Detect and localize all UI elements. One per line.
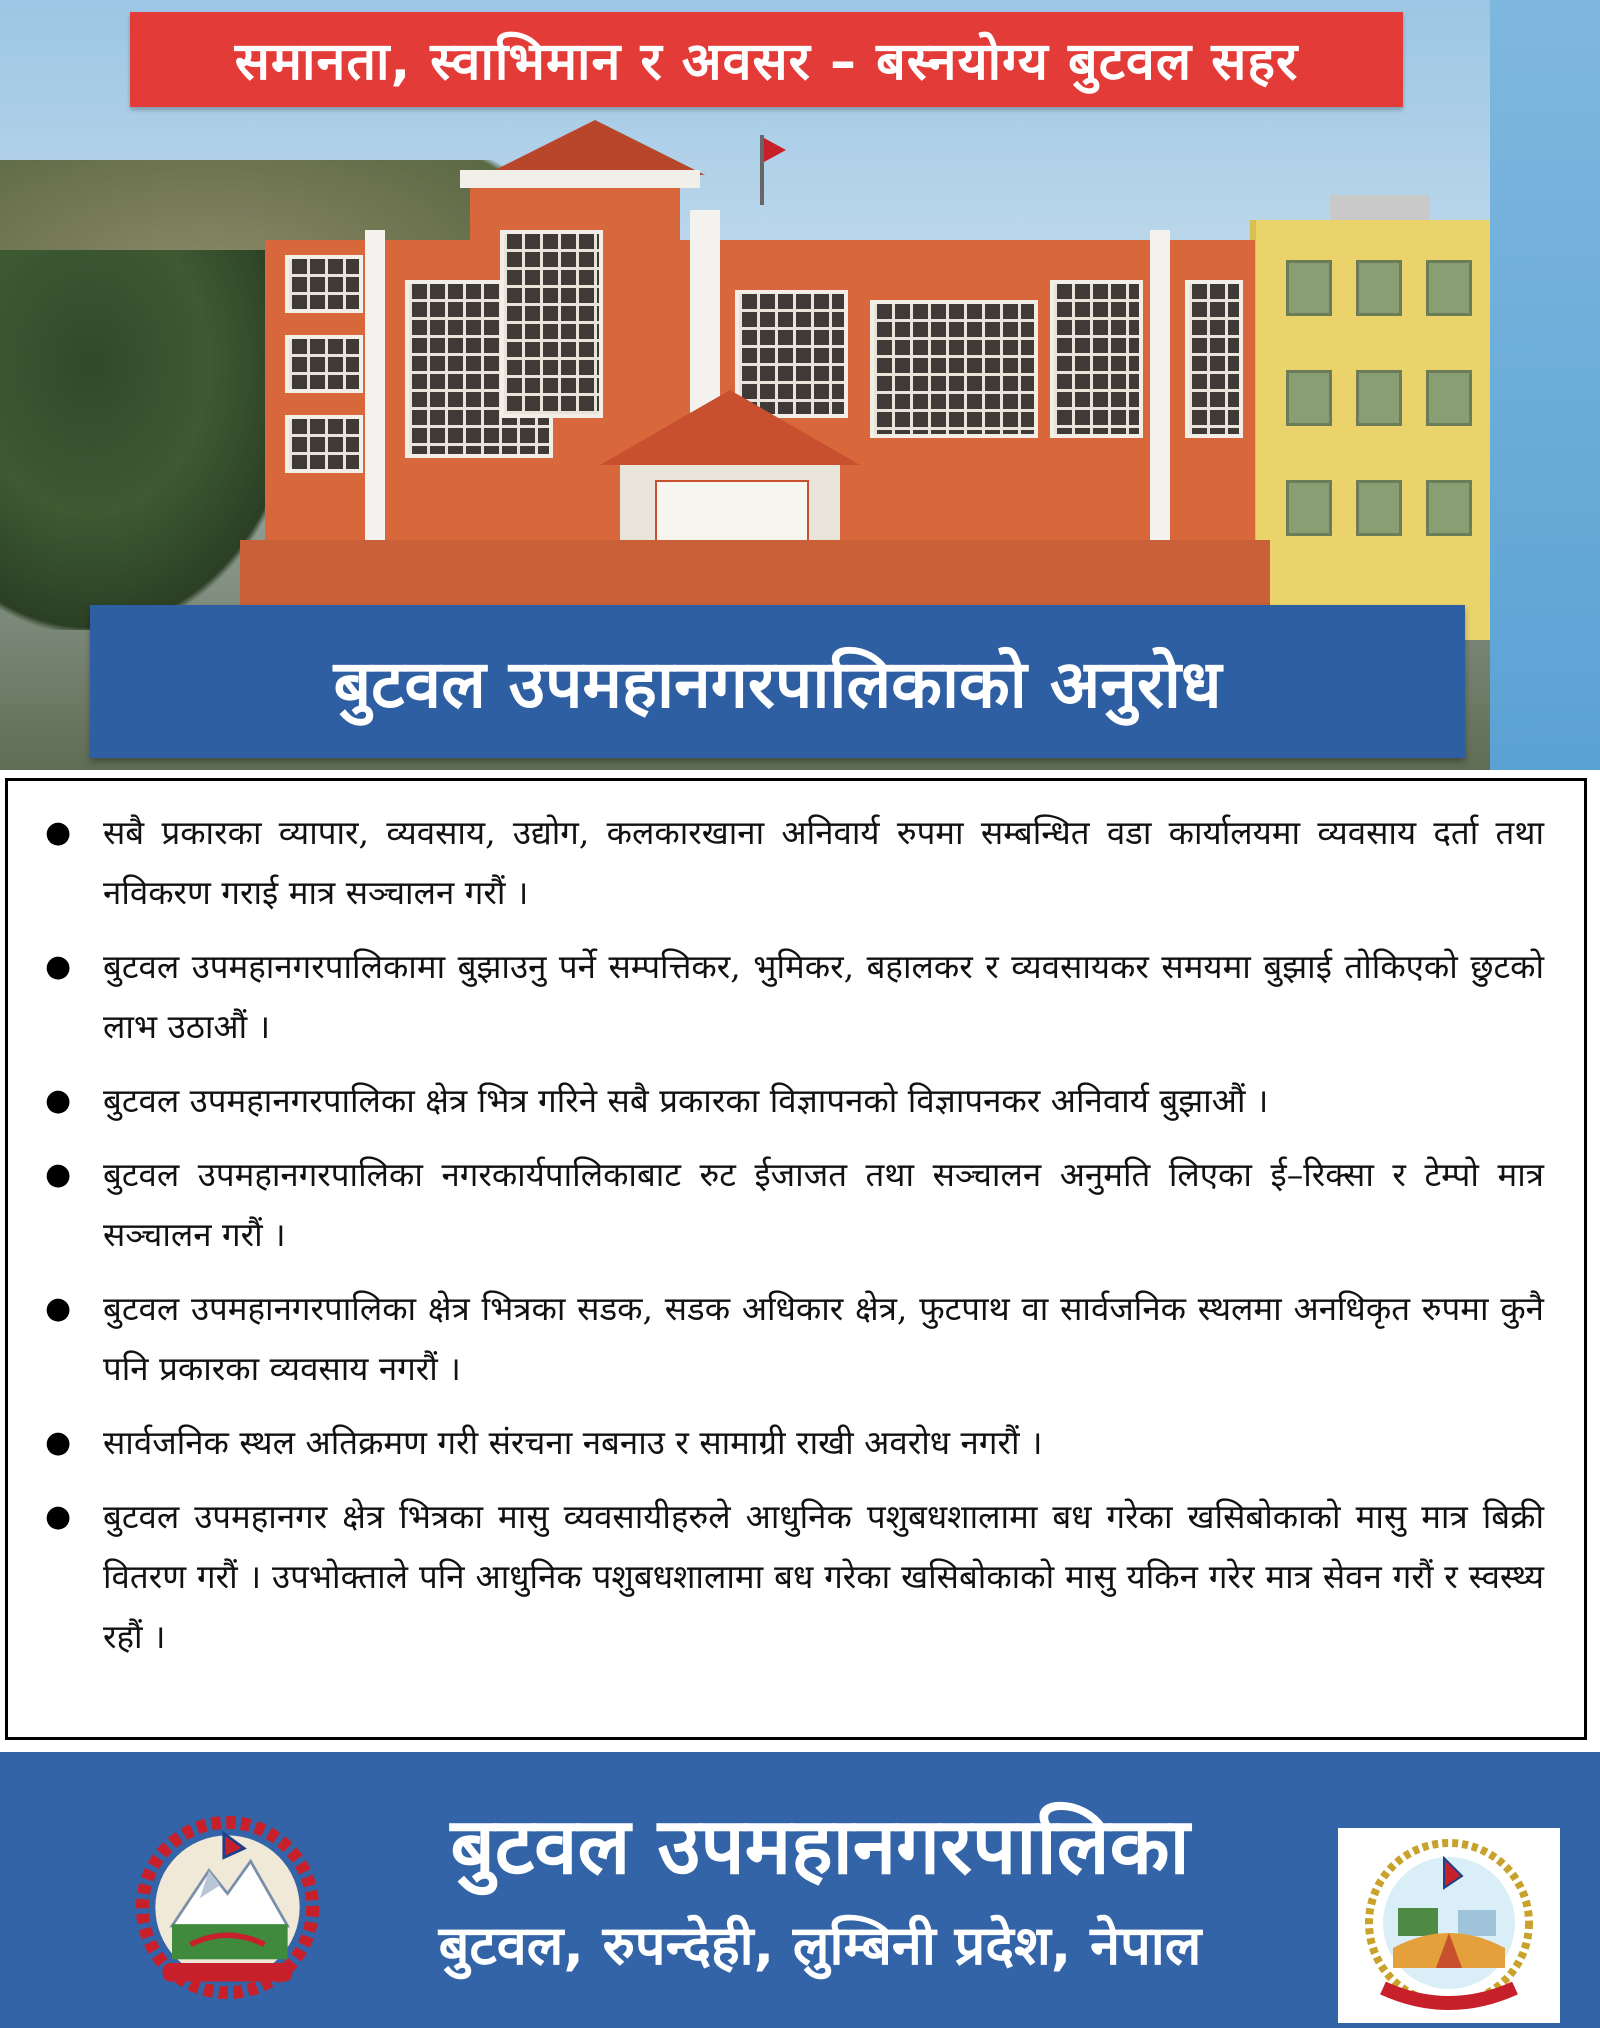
side-building-window <box>1426 260 1472 316</box>
flag-icon <box>764 138 786 162</box>
list-item-text: बुटवल उपमहानगरपालिका नगरकार्यपालिकाबाट रुट ईजाजत तथा सञ्चालन अनुमति लिएका ई–रिक्सा र टेम्पो मात्र सञ्चालन गरौं । <box>103 1155 1544 1254</box>
municipality-logo-icon <box>1338 1828 1560 2023</box>
side-building-window <box>1426 370 1472 426</box>
page-title: बुटवल उपमहानगरपालिकाको अनुरोध <box>333 645 1222 723</box>
building-signboard <box>655 480 809 544</box>
bullet-icon: ● <box>45 1499 72 1534</box>
list-item <box>45 1487 1544 1667</box>
notice-box <box>5 778 1587 1740</box>
side-strip <box>1490 0 1600 770</box>
building-window <box>1050 280 1143 438</box>
building-pillar <box>1150 230 1170 560</box>
bullet-icon: ● <box>45 949 72 984</box>
notice-list <box>45 803 1544 1667</box>
bullet-icon: ● <box>45 815 72 850</box>
building-window <box>870 300 1038 438</box>
building-ground-floor <box>240 540 1270 610</box>
side-building-window <box>1356 370 1402 426</box>
side-building-window <box>1286 480 1332 536</box>
side-building-window <box>1286 260 1332 316</box>
bullet-icon: ● <box>45 1291 72 1326</box>
list-item-text: सार्वजनिक स्थल अतिक्रमण गरी संरचना नबनाउ र सामाग्री राखी अवरोध नगरौं । <box>103 1423 1043 1462</box>
side-building-window <box>1356 480 1402 536</box>
list-item <box>45 1071 1544 1131</box>
list-item <box>45 1413 1544 1473</box>
building-window <box>1185 280 1243 438</box>
hero-photo <box>0 0 1490 770</box>
footer-address: बुटवल, रुपन्देही, लुम्बिनी प्रदेश, नेपाल <box>438 1914 1202 1977</box>
list-item-text: बुटवल उपमहानगरपालिका क्षेत्र भित्रका सडक, सडक अधिकार क्षेत्र, फुटपाथ वा सार्वजनिक स्थलमा अनधिकृत रुपमा कुनै पनि प्रकारका व्यवसाय नगरौं । <box>103 1289 1544 1388</box>
bullet-icon: ● <box>45 1083 72 1118</box>
building-window <box>285 415 363 473</box>
building-window <box>285 255 363 313</box>
building-tower-roof <box>485 120 705 175</box>
building-pillar <box>365 230 385 560</box>
list-item <box>45 1145 1544 1265</box>
bullet-icon: ● <box>45 1425 72 1460</box>
side-building-window <box>1356 260 1402 316</box>
porch-roof <box>600 390 860 465</box>
list-item <box>45 1279 1544 1399</box>
nepal-emblem-icon <box>135 1815 320 2000</box>
list-item-text: बुटवल उपमहानगरपालिकामा बुझाउनु पर्ने सम्पत्तिकर, भुमिकर, बहालकर र व्यवसायकर समयमा बुझाई तोकिएको छुटको लाभ उठाऔं । <box>103 947 1544 1046</box>
building-tower-cap <box>460 170 700 188</box>
building-window <box>500 230 603 418</box>
list-item-text: सबै प्रकारका व्यापार, व्यवसाय, उद्योग, कलकारखाना अनिवार्य रुपमा सम्बन्धित वडा कार्यालयमा व्यवसाय दर्ता तथा नविकरण गराई मात्र सञ्चालन गरौं । <box>103 813 1544 912</box>
slogan-text: समानता, स्वाभिमान र अवसर – बस्नयोग्य बुटवल सहर <box>234 32 1299 92</box>
side-building <box>1250 220 1490 640</box>
slogan-banner <box>130 12 1403 107</box>
title-banner <box>90 605 1465 758</box>
list-item <box>45 803 1544 923</box>
footer-title: बुटवल उपमहानगरपालिका <box>450 1802 1190 1892</box>
list-item-text: बुटवल उपमहानगरपालिका क्षेत्र भित्र गरिने सबै प्रकारका विज्ञापनको विज्ञापनकर अनिवार्य बुझाऔं । <box>103 1081 1269 1120</box>
building-window <box>285 335 363 393</box>
side-building-window <box>1286 370 1332 426</box>
municipality-logo-box <box>1338 1828 1560 2023</box>
list-item <box>45 937 1544 1057</box>
list-item-text: बुटवल उपमहानगर क्षेत्र भित्रका मासु व्यवसायीहरुले आधुनिक पशुबधशालामा बध गरेका खसिबोकाको मासु मात्र बिक्री वितरण गरौं । उपभोक्ताले पनि आधुनिक पशुबधशालामा बध गरेका खसिबोकाको मासु यकिन गरेर मात्र सेवन गरौं र स्वस्थ्य रहौं । <box>103 1497 1544 1656</box>
side-building-window <box>1426 480 1472 536</box>
bullet-icon: ● <box>45 1157 72 1192</box>
